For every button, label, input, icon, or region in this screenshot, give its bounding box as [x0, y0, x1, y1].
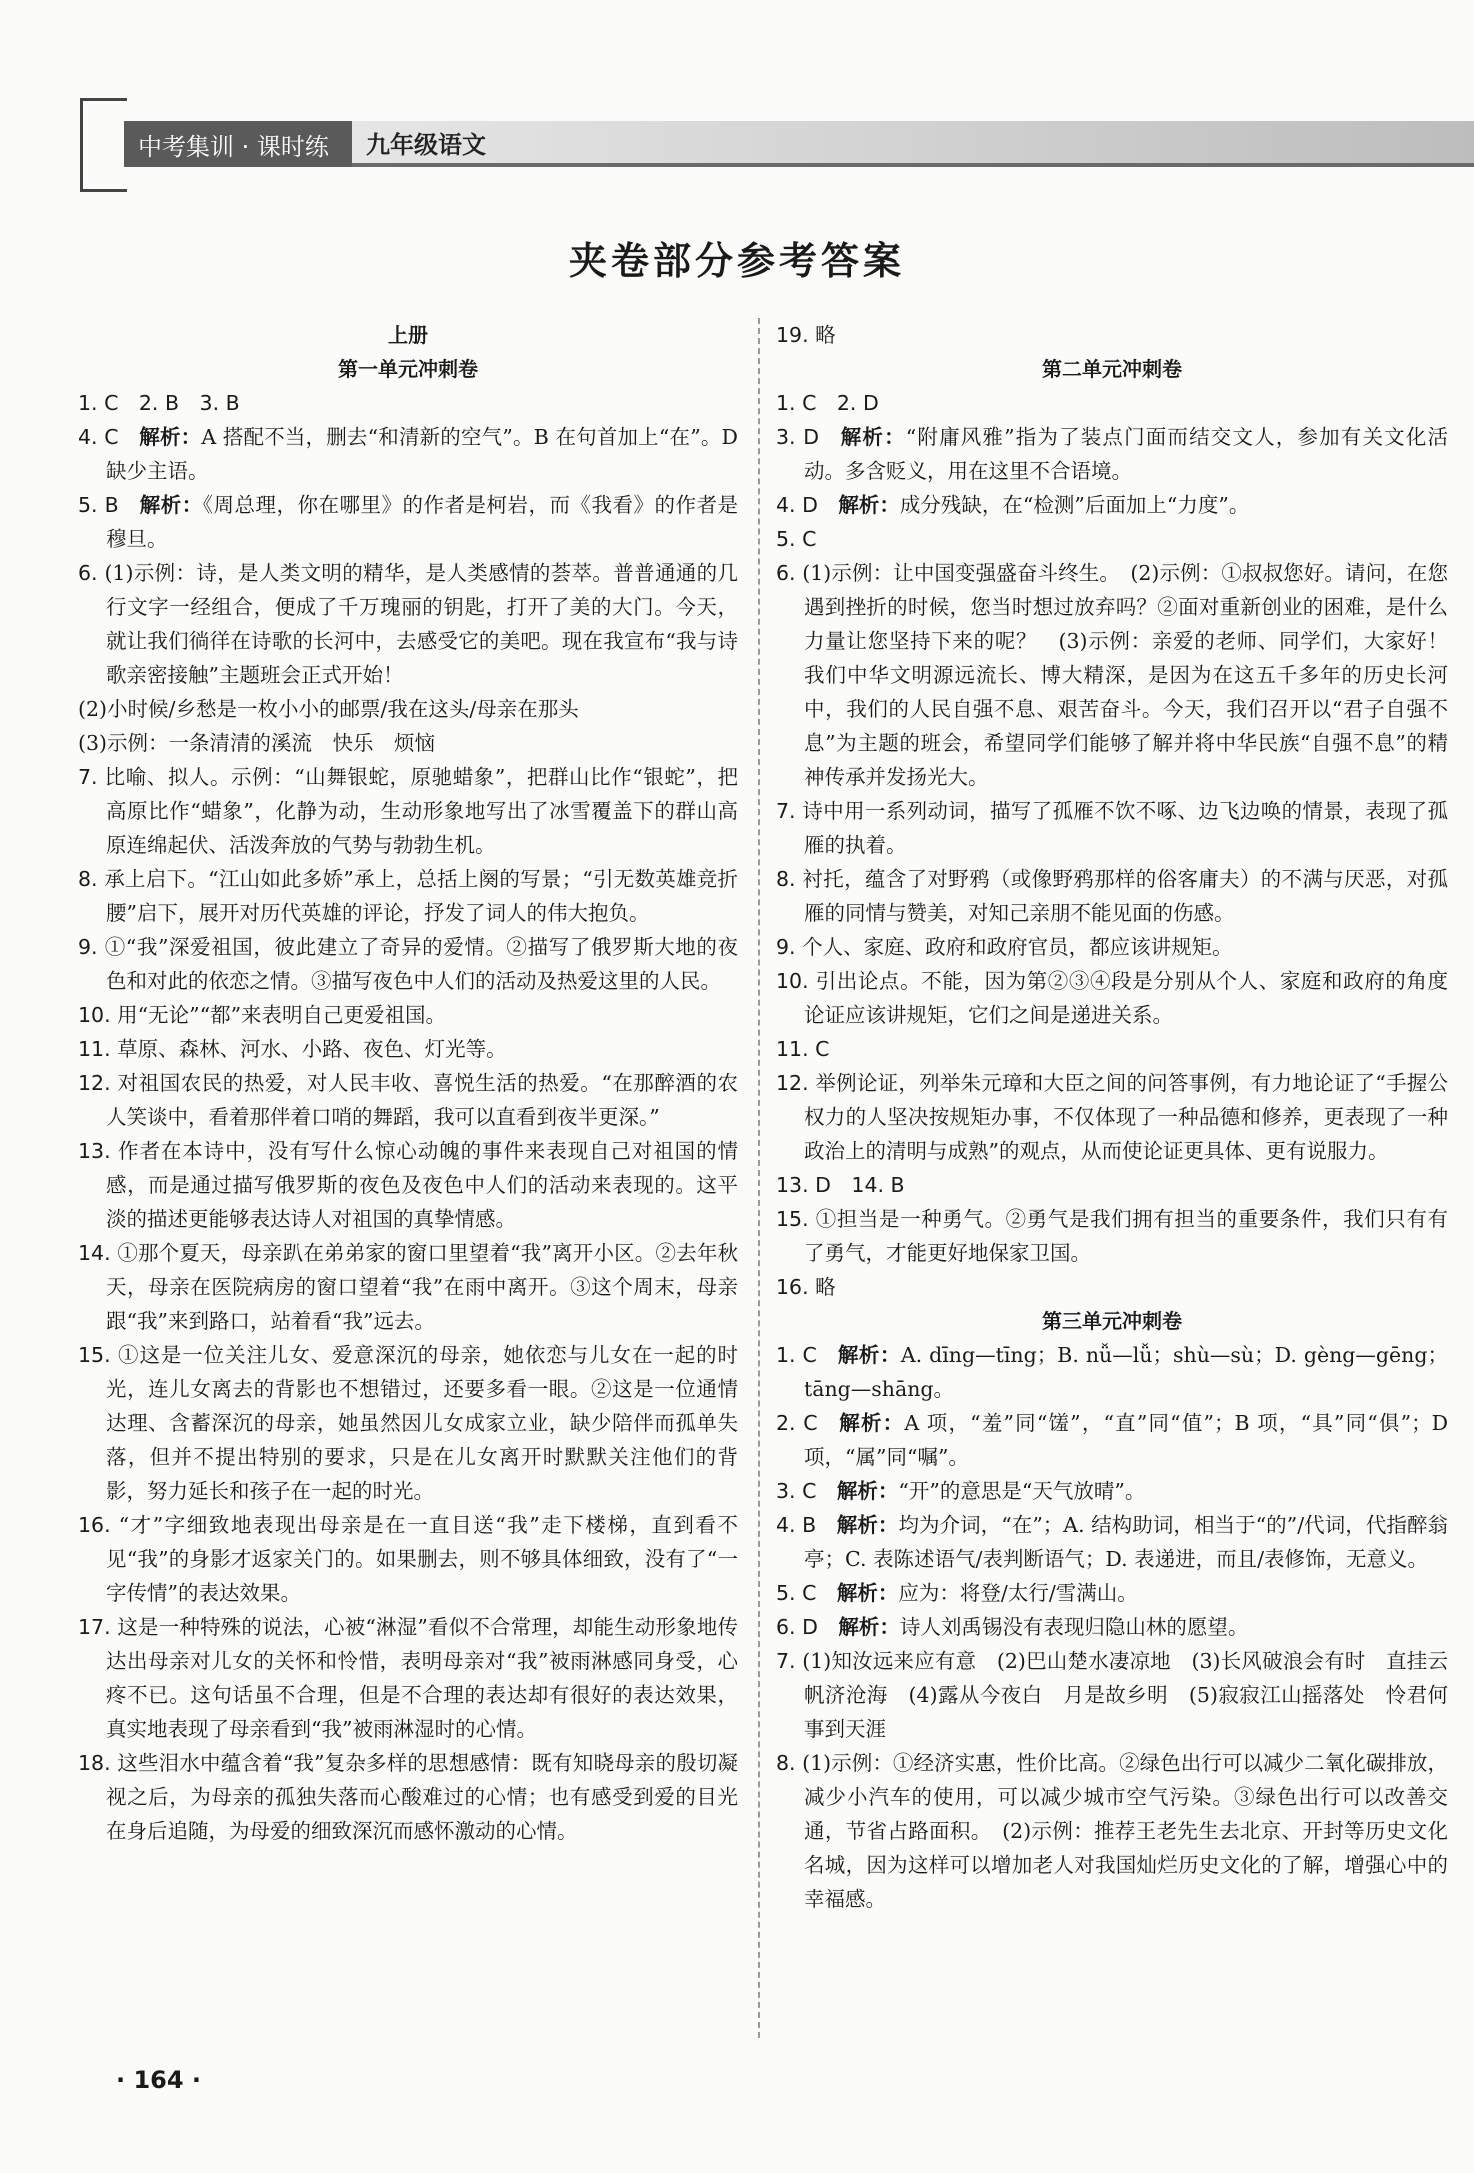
analysis-label: 解析：	[837, 1343, 901, 1367]
answer-item	[776, 1474, 1448, 1508]
answer-item	[78, 1032, 738, 1066]
answer-text: (1)示例：让中国变强盛奋斗终生。 (2)示例：①叔叔您好。请问，在您遇到挫折的时候，您当时想过放弃吗？②面对重新创业的困难，是什么力量让您坚持下来的呢？ (3)示例：亲爱的老师、同学们，大家好！我们中华文明源远流长、博大精深，是因为在这五千多年的历史长河中，我们的人民自强不息、艰苦奋斗。今天，我们召开以“君子自强不息”为主题的班会，希望同学们能够了解并将中华民族“自强不息”的精神传承并发扬光大。	[802, 561, 1448, 789]
answer-text: A. dīng—tīng；B. nǚ—lǚ；shù—sù；D. gèng—gēng；tāng—shāng。	[804, 1343, 1449, 1401]
answer-item	[776, 1032, 1448, 1066]
answer-number: 5. B	[78, 493, 119, 517]
page-number: · 164 ·	[116, 2066, 202, 2094]
answer-number: 9.	[78, 935, 98, 959]
answer-number: 16.	[776, 1275, 809, 1299]
answer-item	[776, 1508, 1448, 1576]
analysis-label: 解析：	[839, 1411, 905, 1435]
answer-number: 1. C 2. D	[776, 391, 879, 415]
answer-text: (1)示例：诗，是人类文明的精华，是人类感情的荟萃。普普通通的几行文字一经组合，便成了千万瑰丽的钥匙，打开了美的大门。今天，就让我们徜徉在诗歌的长河中，去感受它的美吧。现在我宣布“我与诗歌亲密接触”主题班会正式开始！	[104, 561, 738, 687]
answer-text: “才”字细致地表现出母亲是在一直目送“我”走下楼梯，直到看不见“我”的身影才返家关门的。如果删去，则不够具体细致，没有了“一字传情”的表达效果。	[106, 1513, 738, 1605]
answer-number: 4. C	[78, 425, 119, 449]
answer-number: 8.	[776, 1751, 796, 1775]
answer-number: 7.	[78, 765, 98, 789]
unit1-answers	[78, 386, 738, 1848]
answer-item	[78, 862, 738, 930]
unit2-answers	[776, 386, 1448, 1304]
answer-text: (1)知汝远来应有意 (2)巴山楚水凄凉地 (3)长风破浪会有时 直挂云帆济沧海 (4)露从今夜白 月是故乡明 (5)寂寂江山摇落处 怜君何事到天涯	[802, 1649, 1448, 1741]
answer-number: 14.	[78, 1241, 111, 1265]
answer-number: 7.	[776, 1649, 796, 1673]
answer-item	[776, 862, 1448, 930]
answer-number: 3. C	[776, 1479, 817, 1503]
answer-item	[776, 1406, 1448, 1474]
answer-item	[776, 1202, 1448, 1270]
answer-number: 16.	[78, 1513, 111, 1537]
answer-number: 17.	[78, 1615, 111, 1639]
answer-item	[776, 1270, 1448, 1304]
answer-item	[776, 1610, 1448, 1644]
answer-item	[78, 760, 738, 862]
answer-number: 11.	[78, 1037, 111, 1061]
header-frame	[80, 98, 127, 192]
answer-text: A 项，“羞”同“馐”，“直”同“值”；B 项，“具”同“俱”；D 项，“属”同“嘱”。	[804, 1411, 1448, 1469]
answer-text: 应为：将登/太行/雪满山。	[898, 1581, 1138, 1605]
answer-number: 4. B	[776, 1513, 817, 1537]
answer-text: 均为介词，“在”；A. 结构助词，相当于“的”/代词，代指醉翁亭；C. 表陈述语气/表判断语气；D. 表递进，而且/表修饰，无意义。	[804, 1513, 1448, 1571]
right-column	[776, 318, 1448, 1916]
answer-item	[78, 1610, 738, 1746]
analysis-label: 解析：	[836, 1479, 899, 1503]
answer-text: 用“无论”“都”来表明自己更爱祖国。	[117, 1003, 447, 1027]
answer-number: 19.	[776, 323, 809, 347]
answer-item	[776, 420, 1448, 488]
answer-number: 15.	[776, 1207, 809, 1231]
answer-item	[78, 726, 738, 760]
answer-item	[776, 1066, 1448, 1168]
answer-number: 2. C	[776, 1411, 818, 1435]
column-divider	[758, 318, 760, 2038]
answer-text: 引出论点。不能，因为第②③④段是分别从个人、家庭和政府的角度论证应该讲规矩，它们之间是递进关系。	[804, 969, 1448, 1027]
answer-item	[776, 1168, 1448, 1202]
page-title: 夹卷部分参考答案	[568, 239, 905, 283]
answer-item	[776, 522, 1448, 556]
answer-item	[78, 692, 738, 726]
answer-item	[776, 1746, 1448, 1916]
answer-item	[78, 1236, 738, 1338]
answer-item	[776, 318, 1448, 352]
answer-number: 1. C	[776, 1343, 817, 1367]
answer-item	[776, 386, 1448, 420]
answer-text: 略	[815, 323, 836, 347]
unit1-answers-cont	[776, 318, 1448, 352]
answer-item	[78, 386, 738, 420]
volume-heading: 上册	[388, 323, 428, 347]
analysis-label: 解析：	[840, 425, 906, 449]
analysis-label: 解析：	[139, 493, 203, 517]
answer-number: 15.	[78, 1343, 111, 1367]
answer-number: 13. D 14. B	[776, 1173, 905, 1197]
answer-text: ①那个夏天，母亲趴在弟弟家的窗口里望着“我”离开小区。②去年秋天，母亲在医院病房的窗口望着“我”在雨中离开。③这个周末，母亲跟“我”来到路口，站着看“我”远去。	[106, 1241, 738, 1333]
answer-text: ①担当是一种勇气。②勇气是我们拥有担当的重要条件，我们只有有了勇气，才能更好地保家卫国。	[804, 1207, 1448, 1265]
answer-number: 10.	[776, 969, 809, 993]
answer-item	[78, 930, 738, 998]
answer-text: (2)小时候/乡愁是一枚小小的邮票/我在这头/母亲在那头	[78, 697, 579, 721]
answer-text: “开”的意思是“天气放晴”。	[898, 1479, 1146, 1503]
answer-item	[78, 556, 738, 692]
answer-number: 9.	[776, 935, 796, 959]
analysis-label: 解析：	[139, 425, 202, 449]
answer-item	[776, 1576, 1448, 1610]
answer-item	[78, 1066, 738, 1134]
answer-text: ①这是一位关注儿女、爱意深沉的母亲，她依恋与儿女在一起的时光，连儿女离去的背影也不想错过，还要多看一眼。②这是一位通情达理、含蓄深沉的母亲，她虽然因儿女成家立业，缺少陪伴而孤单失落，但并不提出特别的要求，只是在儿女离开时默默关注他们的背影，努力延长和孩子在一起的时光。	[106, 1343, 738, 1503]
answer-item	[78, 1746, 738, 1848]
answer-number: 5. C	[776, 527, 817, 551]
analysis-label: 解析：	[836, 1513, 899, 1537]
answer-number: 6. D	[776, 1615, 818, 1639]
answer-number: 8.	[78, 867, 98, 891]
answer-number: 10.	[78, 1003, 111, 1027]
unit1-heading: 第一单元冲刺卷	[338, 357, 478, 381]
answer-text: 成分残缺，在“检测”后面加上“力度”。	[899, 493, 1250, 517]
answer-item	[776, 1644, 1448, 1746]
answer-item	[78, 1338, 738, 1508]
answer-text: 个人、家庭、政府和政府官员，都应该讲规矩。	[802, 935, 1233, 959]
answer-item	[776, 964, 1448, 1032]
answer-item	[78, 420, 738, 488]
unit2-heading: 第二单元冲刺卷	[1042, 357, 1182, 381]
answer-number: 12.	[776, 1071, 809, 1095]
answer-number: 7.	[776, 799, 796, 823]
answer-item	[78, 1134, 738, 1236]
answer-item	[776, 488, 1448, 522]
answer-number: 11. C	[776, 1037, 830, 1061]
unit3-heading: 第三单元冲刺卷	[1042, 1309, 1182, 1333]
answer-text: 这些泪水中蕴含着“我”复杂多样的思想感情：既有知晓母亲的殷切凝视之后，为母亲的孤独失落而心酸难过的心情；也有感受到爱的目光在身后追随，为母爱的细致深沉而感怀激动的心情。	[106, 1751, 738, 1843]
answer-number: 5. C	[776, 1581, 817, 1605]
answer-number: 8.	[776, 867, 796, 891]
answer-number: 6.	[776, 561, 796, 585]
unit3-answers	[776, 1338, 1448, 1916]
answer-text: 举例论证，列举朱元璋和大臣之间的问答事例，有力地论证了“手握公权力的人坚决按规矩办事，不仅体现了一种品德和修养，更表现了一种政治上的清明与成熟”的观点，从而使论证更具体、更有说服力。	[804, 1071, 1448, 1163]
answer-number: 18.	[78, 1751, 111, 1775]
answer-text: 诗中用一系列动词，描写了孤雁不饮不啄、边飞边唤的情景，表现了孤雁的执着。	[802, 799, 1448, 857]
answer-text: 比喻、拟人。示例：“山舞银蛇，原驰蜡象”，把群山比作“银蛇”，把高原比作“蜡象”，化静为动，生动形象地写出了冰雪覆盖下的群山高原连绵起伏、活泼奔放的气势与勃勃生机。	[104, 765, 738, 857]
answer-item	[776, 1338, 1448, 1406]
answer-text: 承上启下。“江山如此多娇”承上，总括上阕的写景；“引无数英雄竞折腰”启下，展开对历代英雄的评论，抒发了词人的伟大抱负。	[104, 867, 738, 925]
answer-item	[78, 998, 738, 1032]
answer-number: 6.	[78, 561, 98, 585]
answer-number: 13.	[78, 1139, 111, 1163]
answer-item	[776, 556, 1448, 794]
answer-text: 对祖国农民的热爱，对人民丰收、喜悦生活的热爱。“在那醉酒的农人笑谈中，看着那伴着口哨的舞蹈，我可以直看到夜半更深。”	[106, 1071, 738, 1129]
answer-number: 1. C 2. B 3. B	[78, 391, 240, 415]
answer-number: 12.	[78, 1071, 111, 1095]
answer-text: 作者在本诗中，没有写什么惊心动魄的事件来表现自己对祖国的情感，而是通过描写俄罗斯的夜色及夜色中人们的活动来表现的。这平淡的描述更能够表达诗人对祖国的真挚情感。	[106, 1139, 738, 1231]
answer-item	[776, 930, 1448, 964]
answer-text: 衬托，蕴含了对野鸦（或像野鸦那样的俗客庸夫）的不满与厌恶，对孤雁的同情与赞美，对知己亲朋不能见面的伤感。	[802, 867, 1448, 925]
answer-text: 诗人刘禹锡没有表现归隐山林的愿望。	[899, 1615, 1249, 1639]
answer-text: ①“我”深爱祖国，彼此建立了奇异的爱情。②描写了俄罗斯大地的夜色和对此的依恋之情。③描写夜色中人们的活动及热爱这里的人民。	[104, 935, 738, 993]
series-title: 中考集训 · 课时练	[124, 121, 352, 167]
subject-title: 九年级语文	[352, 121, 1474, 167]
answer-text: 这是一种特殊的说法，心被“淋湿”看似不合常理，却能生动形象地传达出母亲对儿女的关怀和怜惜，表明母亲对“我”被雨淋感同身受，心疼不已。这句话虽不合理，但是不合理的表达却有很好的表达效果，真实地表现了母亲看到“我”被雨淋湿时的心情。	[106, 1615, 738, 1741]
answer-text: 略	[815, 1275, 836, 1299]
answer-text: (1)示例：①经济实惠，性价比高。②绿色出行可以减少二氧化碳排放，减少小汽车的使用，可以减少城市空气污染。③绿色出行可以改善交通，节省占路面积。 (2)示例：推荐王老先生去北京、开封等历史文化名城，因为这样可以增加老人对我国灿烂历史文化的了解，增强心中的幸福感。	[802, 1751, 1448, 1911]
analysis-label: 解析：	[838, 1615, 900, 1639]
answer-number: 4. D	[776, 493, 818, 517]
running-header	[124, 121, 1474, 167]
answer-item	[776, 794, 1448, 862]
answer-item	[78, 488, 738, 556]
answer-text: A 搭配不当，删去“和清新的空气”。B 在句首加上“在”。D 缺少主语。	[106, 425, 738, 483]
answer-item	[78, 1508, 738, 1610]
analysis-label: 解析：	[836, 1581, 899, 1605]
answer-text: (3)示例：一条清清的溪流 快乐 烦恼	[78, 731, 436, 755]
answer-text: 草原、森林、河水、小路、夜色、灯光等。	[117, 1037, 507, 1061]
analysis-label: 解析：	[838, 493, 900, 517]
answer-text: “附庸风雅”指为了装点门面而结交文人，参加有关文化活动。多含贬义，用在这里不合语境。	[804, 425, 1448, 483]
answer-number: 3. D	[776, 425, 820, 449]
left-column	[78, 318, 738, 1848]
answer-text: 《周总理，你在哪里》的作者是柯岩，而《我看》的作者是穆旦。	[106, 493, 739, 551]
